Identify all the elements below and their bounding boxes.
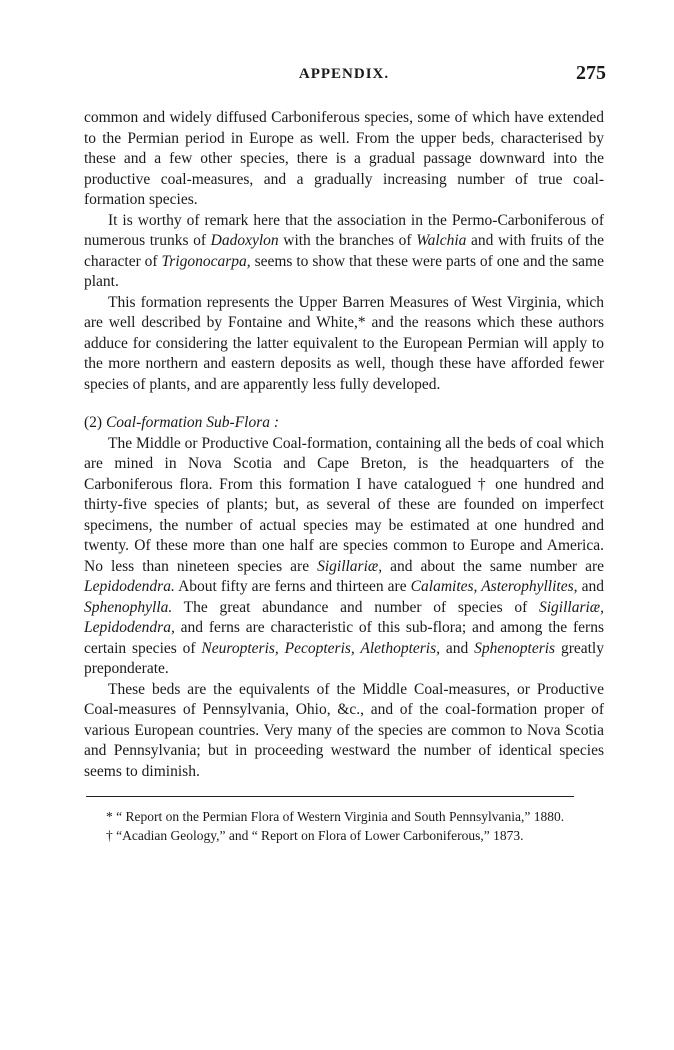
footnote-divider — [86, 796, 574, 797]
text-run: The Middle or Productive Coal-formation, containing all the beds of coal which are mined in Nova Scotia and Cape Breton, is the headquarters of the Carboniferous flora. From this formation I have catalogued † one hundred and thirty-five species of plants; but, as several of these are founded on imperfect specimens, the number of actual species may be estimated at one hundred and twenty. Of these more than one half are species common to Europe and America. No less than nineteen species are — [84, 434, 604, 575]
running-head: APPENDIX. — [298, 66, 390, 82]
text-run: It is worthy of remark here that the association in the Permo-Carboniferous of numerous trunks of — [84, 211, 604, 249]
text-run: The great abundance and number of species of — [172, 598, 539, 616]
taxon-name: Sphenophylla. — [84, 598, 173, 616]
book-page — [84, 62, 604, 845]
paragraph: This formation represents the Upper Barren Measures of West Virginia, which are well described by Fontaine and White,* and the reasons which these authors adduce for considering the latter equivalent to the European Permian will apply to the more northern and eastern deposits as well, though these have afforded fewer species of plants, and are apparently less fully developed. — [84, 293, 604, 393]
body-text — [84, 108, 604, 782]
taxon-name: Neuropteris, Pecopteris, Alethopteris, — [201, 639, 441, 657]
paragraph: common and widely diffused Carboniferous species, some of which have extended to the Permian period in Europe as well. From the upper beds, characterised by these and a few other species, there is a gradual passage downward into the productive coal-measures, and a gradually increasing number of true coal-formation species. — [84, 109, 604, 208]
paragraph — [84, 434, 604, 680]
taxon-name: Lepidodendra. — [84, 578, 175, 595]
text-run: and — [440, 639, 475, 657]
taxon-name: Sphenopteris — [474, 639, 556, 657]
text-run: greatly preponderate. — [84, 639, 604, 677]
text-run: seems to show that these were parts of one and the same plant. — [84, 252, 604, 290]
taxon-name: Walchia — [416, 232, 467, 249]
footnote: † “Acadian Geology,” and “ Report on Flora of Lower Carboniferous,” 1873. — [106, 828, 524, 843]
section-heading — [84, 413, 604, 434]
footnote: * “ Report on the Permian Flora of Western Virginia and South Pennsylvania,” 1880. — [106, 809, 565, 824]
taxon-name: Sigillariæ, — [317, 557, 383, 575]
text-run: and — [577, 578, 604, 595]
text-run: and about the same number are — [382, 557, 604, 575]
taxon-name: Dadoxylon — [210, 232, 279, 249]
section-title: Coal-formation Sub-Flora : — [105, 414, 280, 431]
paragraph — [84, 211, 604, 293]
text-run: with the branches of — [278, 232, 417, 249]
page-number: 275 — [576, 62, 606, 84]
text-run: and with fruits of the character of — [84, 232, 604, 270]
paragraph: These beds are the equivalents of the Middle Coal-measures, or Productive Coal-measures of Pennsylvania, Ohio, &c., and of the coal-formation proper of various European countries. Very many of the species are common to Nova Scotia and Pennsylvania; but in proceeding westward the number of identical species seems to diminish. — [84, 680, 604, 780]
taxon-name: Sigillariæ, Lepidodendra, — [84, 598, 604, 636]
page-header — [84, 62, 604, 92]
section-number: (2) — [84, 414, 103, 431]
text-run: and ferns are characteristic of this sub-flora; and among the ferns certain species of — [84, 619, 604, 657]
text-run: About fifty are ferns and thirteen are — [174, 578, 411, 595]
taxon-name: Trigonocarpa, — [161, 252, 251, 270]
taxon-name: Calamites, Asterophyllites, — [410, 578, 578, 595]
footnotes — [84, 807, 604, 845]
